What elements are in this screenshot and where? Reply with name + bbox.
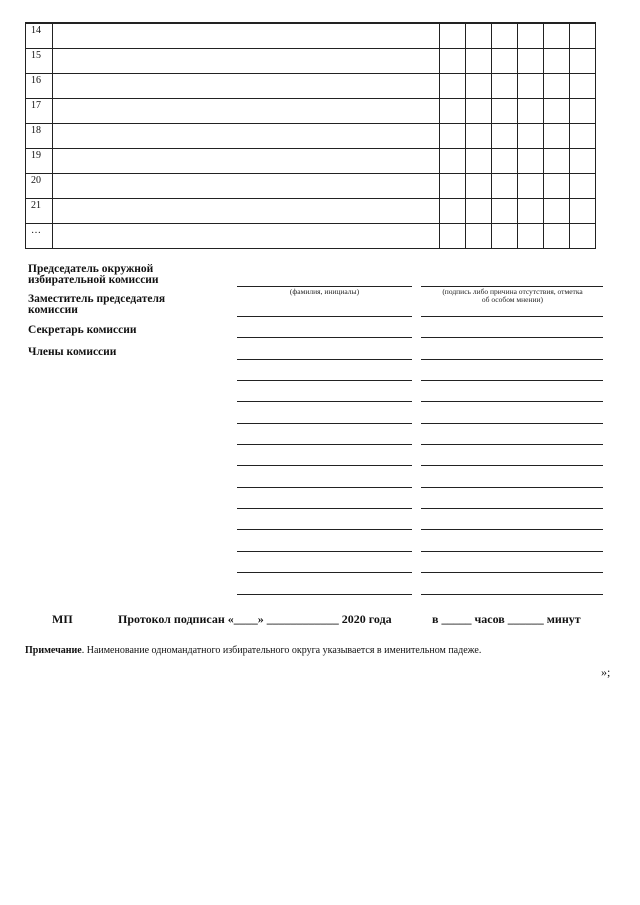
row-value-cell — [570, 124, 596, 149]
row-value-cell — [570, 23, 596, 49]
row-value-cell — [492, 49, 518, 74]
name-line — [237, 316, 412, 317]
row-value-cell — [518, 174, 544, 199]
row-value-cell — [440, 99, 466, 124]
closing-quote: »; — [601, 665, 611, 679]
row-value-cell — [518, 49, 544, 74]
row-value-cell — [492, 124, 518, 149]
row-value-cell — [518, 199, 544, 224]
name-line — [237, 594, 412, 595]
row-value-cell — [440, 74, 466, 99]
table-row — [26, 99, 596, 124]
row-value-cell — [518, 149, 544, 174]
row-value-cell — [544, 149, 570, 174]
row-value-cell — [518, 124, 544, 149]
row-value-cell — [492, 224, 518, 249]
row-number: … — [26, 224, 53, 249]
row-number: 18 — [26, 124, 53, 149]
name-line — [237, 572, 412, 573]
row-value-cell — [518, 224, 544, 249]
row-value-cell — [544, 224, 570, 249]
chair-label: Председатель окружной избирательной комиссии — [28, 263, 159, 286]
row-number: 21 — [26, 199, 53, 224]
signature-line — [421, 487, 603, 488]
name-line — [237, 423, 412, 424]
row-value-cell — [544, 99, 570, 124]
signature-line — [421, 465, 603, 466]
signature-line — [421, 444, 603, 445]
row-value-cell — [570, 74, 596, 99]
row-number: 14 — [26, 23, 53, 49]
signature-line — [421, 401, 603, 402]
signature-line — [421, 529, 603, 530]
signed-date-text: Протокол подписан «____» ____________ 2020 года — [118, 612, 392, 626]
row-value-cell — [518, 99, 544, 124]
name-line — [237, 529, 412, 530]
name-caption: (фамилия, инициалы) — [289, 287, 360, 296]
row-value-cell — [544, 199, 570, 224]
name-line — [237, 508, 412, 509]
name-line — [237, 551, 412, 552]
row-value-cell — [492, 99, 518, 124]
row-name-cell — [53, 174, 440, 199]
row-value-cell — [466, 174, 492, 199]
row-value-cell — [544, 23, 570, 49]
row-number: 15 — [26, 49, 53, 74]
table-row — [26, 23, 596, 49]
row-value-cell — [440, 23, 466, 49]
row-value-cell — [440, 174, 466, 199]
note-text: . Наименование одномандатного избирательного округа указывается в именительном падеже. — [81, 645, 482, 656]
row-value-cell — [544, 49, 570, 74]
row-value-cell — [466, 23, 492, 49]
row-number: 20 — [26, 174, 53, 199]
note-label: Примечание — [25, 645, 82, 656]
row-value-cell — [440, 199, 466, 224]
table-row — [26, 174, 596, 199]
signature-line — [421, 508, 603, 509]
name-line — [237, 380, 412, 381]
row-value-cell — [570, 224, 596, 249]
row-name-cell — [53, 99, 440, 124]
row-value-cell — [466, 199, 492, 224]
table-row — [26, 224, 596, 249]
row-value-cell — [466, 99, 492, 124]
row-value-cell — [492, 74, 518, 99]
stamp-mark: МП — [52, 612, 73, 626]
table-row — [26, 149, 596, 174]
row-name-cell — [53, 124, 440, 149]
row-value-cell — [466, 124, 492, 149]
row-value-cell — [492, 174, 518, 199]
row-value-cell — [570, 149, 596, 174]
row-value-cell — [570, 99, 596, 124]
row-value-cell — [492, 23, 518, 49]
row-value-cell — [492, 149, 518, 174]
row-name-cell — [53, 74, 440, 99]
name-line — [237, 401, 412, 402]
name-line — [237, 487, 412, 488]
row-value-cell — [466, 74, 492, 99]
signature-line — [421, 572, 603, 573]
note — [25, 645, 481, 656]
row-value-cell — [466, 49, 492, 74]
secretary-label: Секретарь комиссии — [28, 324, 137, 336]
row-value-cell — [518, 23, 544, 49]
protocol-signed-row — [52, 612, 581, 627]
name-line — [237, 444, 412, 445]
row-number: 16 — [26, 74, 53, 99]
signed-time-text: в _____ часов ______ минут — [432, 612, 581, 626]
row-value-cell — [440, 224, 466, 249]
row-value-cell — [544, 174, 570, 199]
name-line — [237, 359, 412, 360]
table-row — [26, 49, 596, 74]
signature-line — [421, 594, 603, 595]
signature-line — [421, 380, 603, 381]
row-value-cell — [440, 49, 466, 74]
row-number: 19 — [26, 149, 53, 174]
row-value-cell — [440, 149, 466, 174]
row-name-cell — [53, 49, 440, 74]
row-value-cell — [544, 74, 570, 99]
row-value-cell — [570, 174, 596, 199]
signature-line — [421, 551, 603, 552]
deputy-label: Заместитель председателя комиссии — [28, 293, 166, 316]
table-row — [26, 124, 596, 149]
row-value-cell — [544, 124, 570, 149]
row-value-cell — [440, 124, 466, 149]
row-value-cell — [466, 224, 492, 249]
signature-line — [421, 423, 603, 424]
members-label: Члены комиссии — [28, 346, 117, 358]
name-line — [237, 337, 412, 338]
signature-line — [421, 316, 603, 317]
name-line — [237, 465, 412, 466]
row-value-cell — [518, 74, 544, 99]
row-number: 17 — [26, 99, 53, 124]
row-value-cell — [570, 199, 596, 224]
table-row — [26, 74, 596, 99]
row-name-cell — [53, 224, 440, 249]
row-name-cell — [53, 23, 440, 49]
signature-caption: (подпись либо причина отсутствия, отметка об особом мнении) — [442, 287, 583, 304]
table-row — [26, 199, 596, 224]
row-value-cell — [570, 49, 596, 74]
signature-line — [421, 337, 603, 338]
row-name-cell — [53, 149, 440, 174]
row-value-cell — [466, 149, 492, 174]
results-table — [25, 22, 596, 249]
row-name-cell — [53, 199, 440, 224]
signature-line — [421, 359, 603, 360]
row-value-cell — [492, 199, 518, 224]
